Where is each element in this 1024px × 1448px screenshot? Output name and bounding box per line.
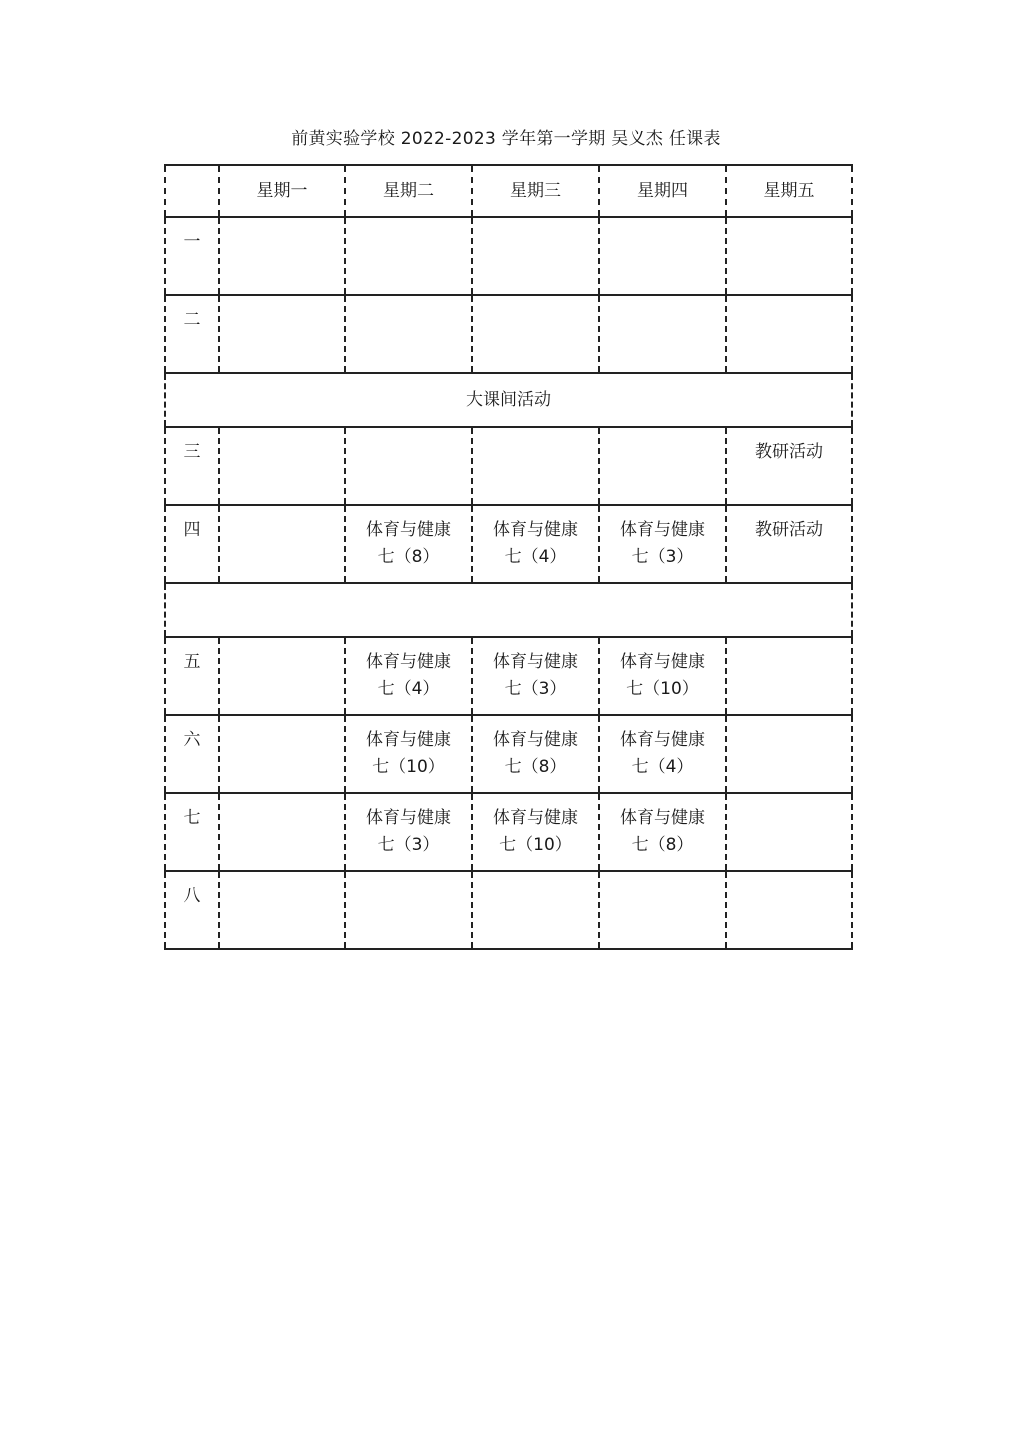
schedule-cell — [219, 637, 345, 715]
class-name: 七（3） — [504, 679, 567, 699]
schedule-cell — [472, 427, 599, 505]
schedule-cell — [219, 295, 345, 373]
period-row — [165, 295, 852, 373]
schedule-cell — [472, 505, 599, 583]
schedule-cell — [599, 715, 726, 793]
period-label-cell: 二 — [165, 295, 219, 373]
schedule-cell — [345, 505, 472, 583]
schedule-cell — [599, 637, 726, 715]
schedule-cell — [219, 715, 345, 793]
schedule-cell — [726, 793, 852, 871]
class-name: 七（10） — [372, 757, 445, 777]
period-row — [165, 505, 852, 583]
schedule-table — [164, 164, 853, 950]
class-name: 七（4） — [377, 679, 440, 699]
schedule-cell — [726, 295, 852, 373]
schedule-cell — [345, 427, 472, 505]
schedule-cell — [219, 217, 345, 295]
schedule-cell — [219, 505, 345, 583]
activity-cell: 大课间活动 — [165, 373, 852, 427]
activity-cell — [165, 583, 852, 637]
class-name: 七（8） — [504, 757, 567, 777]
period-row — [165, 793, 852, 871]
schedule-cell — [599, 427, 726, 505]
schedule-cell — [472, 871, 599, 949]
period-label-cell: 五 — [165, 637, 219, 715]
class-name: 七（4） — [504, 547, 567, 567]
schedule-cell — [599, 217, 726, 295]
schedule-cell — [472, 715, 599, 793]
period-row — [165, 871, 852, 949]
period-label-cell: 七 — [165, 793, 219, 871]
course-name: 体育与健康 — [620, 730, 705, 750]
header-corner-cell — [165, 165, 219, 217]
course-name: 体育与健康 — [493, 730, 578, 750]
course-name: 体育与健康 — [493, 808, 578, 828]
class-name: 七（8） — [631, 835, 694, 855]
header-day-cell: 星期四 — [599, 165, 726, 217]
schedule-cell — [219, 871, 345, 949]
schedule-cell — [599, 871, 726, 949]
schedule-cell — [219, 427, 345, 505]
schedule-cell — [345, 793, 472, 871]
schedule-cell — [345, 217, 472, 295]
course-name: 体育与健康 — [620, 520, 705, 540]
course-name: 体育与健康 — [366, 652, 451, 672]
schedule-cell — [219, 793, 345, 871]
blank-row — [165, 583, 852, 637]
class-name: 七（3） — [377, 835, 440, 855]
header-day-cell: 星期二 — [345, 165, 472, 217]
period-row — [165, 637, 852, 715]
course-name: 体育与健康 — [493, 652, 578, 672]
schedule-cell — [726, 715, 852, 793]
course-name: 教研活动 — [755, 442, 823, 462]
schedule-cell — [472, 637, 599, 715]
period-label-cell: 一 — [165, 217, 219, 295]
schedule-cell — [345, 715, 472, 793]
schedule-cell — [726, 427, 852, 505]
course-name: 教研活动 — [755, 520, 823, 540]
schedule-cell — [472, 295, 599, 373]
schedule-cell — [345, 637, 472, 715]
period-row — [165, 427, 852, 505]
schedule-cell — [599, 793, 726, 871]
period-row — [165, 715, 852, 793]
schedule-cell — [472, 217, 599, 295]
schedule-cell — [599, 295, 726, 373]
schedule-cell — [472, 793, 599, 871]
period-label-cell: 三 — [165, 427, 219, 505]
class-name: 七（3） — [631, 547, 694, 567]
period-label-cell: 六 — [165, 715, 219, 793]
class-name: 七（10） — [626, 679, 699, 699]
course-name: 体育与健康 — [366, 520, 451, 540]
course-name: 体育与健康 — [493, 520, 578, 540]
class-name: 七（10） — [499, 835, 572, 855]
schedule-cell — [599, 505, 726, 583]
course-name: 体育与健康 — [620, 808, 705, 828]
activity-row — [165, 373, 852, 427]
course-name: 体育与健康 — [366, 808, 451, 828]
schedule-cell — [345, 295, 472, 373]
period-label-cell: 四 — [165, 505, 219, 583]
schedule-body — [165, 165, 852, 949]
schedule-cell — [345, 871, 472, 949]
page-title: 前黄实验学校 2022-2023 学年第一学期 吴义杰 任课表 — [291, 129, 721, 149]
header-day-cell: 星期五 — [726, 165, 852, 217]
header-day-cell: 星期一 — [219, 165, 345, 217]
class-name: 七（8） — [377, 547, 440, 567]
header-row — [165, 165, 852, 217]
header-day-cell: 星期三 — [472, 165, 599, 217]
schedule-cell — [726, 217, 852, 295]
period-row — [165, 217, 852, 295]
schedule-cell — [726, 871, 852, 949]
schedule-cell — [726, 505, 852, 583]
class-name: 七（4） — [631, 757, 694, 777]
course-name: 体育与健康 — [366, 730, 451, 750]
schedule-cell — [726, 637, 852, 715]
course-name: 体育与健康 — [620, 652, 705, 672]
period-label-cell: 八 — [165, 871, 219, 949]
